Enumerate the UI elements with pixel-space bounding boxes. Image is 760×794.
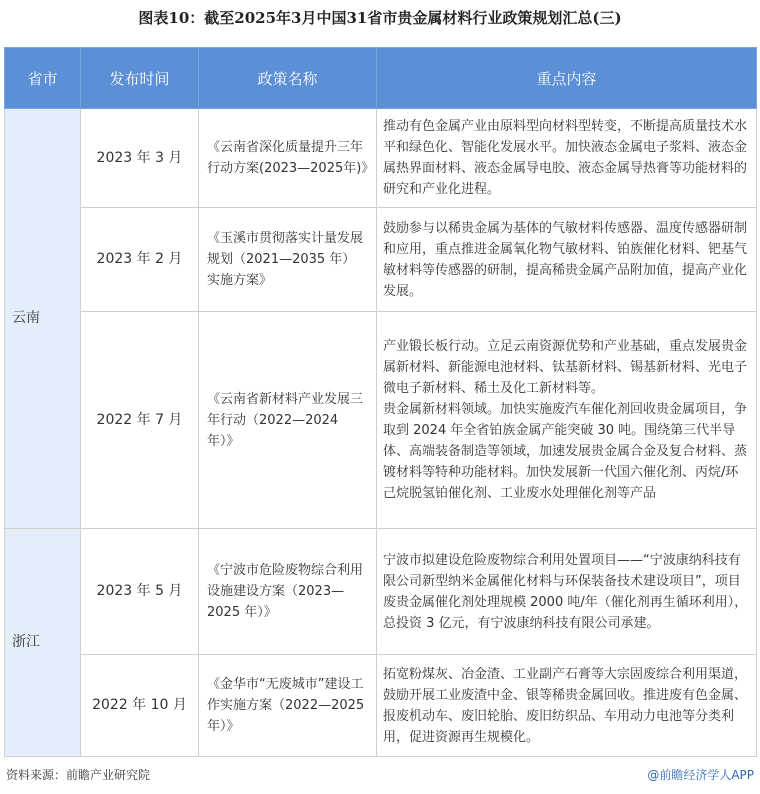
province-cell: 云南 [5,109,81,529]
date-cell: 2022 年 7 月 [81,312,199,529]
table-row [5,529,757,655]
brand-credit [647,766,754,783]
content-paragraph: 推动有色金属产业由原料型向材料型转变，不断提高质量技术水平和绿色化、智能化发展水平。加快液态金属电子浆料、液态金属热界面材料、液态金属导电胶、液态金属导热膏等功能材料的研究和产业化进程。 [383,119,748,197]
content-cell [377,208,757,312]
content-paragraph: 产业锻长板行动。立足云南资源优势和产业基础，重点发展贵金属新材料、新能源电池材料、钛基新材料、锡基新材料、光电子微电子新材料、稀土及化工新材料等。 [383,339,748,396]
content-cell [377,655,757,757]
brand-text: @前瞻经济学人APP [647,768,754,782]
province-cell: 浙江 [5,529,81,757]
header-policy-name: 政策名称 [199,48,377,109]
table-row [5,312,757,529]
policy-name-cell: 《云南省深化质量提升三年行动方案(2023—2025年)》 [199,109,377,208]
policy-name-cell: 《玉溪市贯彻落实计量发展规划（2021—2035 年）实施方案》 [199,208,377,312]
content-paragraph: 鼓励参与以稀贵金属为基体的气敏材料传感器、温度传感器研制和应用，重点推进金属氧化物气敏材料、铂族催化材料、钯基气敏材料等传感器的研制，提高稀贵金属产品附加值，提高产业化发展。 [383,220,748,299]
source-note: 资料来源：前瞻产业研究院 [6,768,151,782]
table-row [5,109,757,208]
page-title: 图表10：截至2025年3月中国31省市贵金属材料行业政策规划汇总(三) [138,9,622,27]
content-paragraph: 宁波市拟建设危险废物综合利用处置项目——“宁波康纳科技有限公司新型纳米金属催化材料与环保装备技术建设项目”，项目废贵金属催化剂处理规模 2000 吨/年（催化剂再生循环利用），总投资 3 亿元，有宁波康纳科技有限公司承建。 [383,552,748,631]
content-paragraph: 拓宽粉煤灰、冶金渣、工业副产石膏等大宗固废综合利用渠道，鼓励开展工业废渣中金、银等稀贵金属回收。推进废有色金属、报废机动车、废旧轮胎、废旧纺织品、车用动力电池等分类利用，促进资源再生规模化。 [383,666,748,745]
table-row [5,208,757,312]
date-cell: 2023 年 3 月 [81,109,199,208]
policy-name-cell: 《宁波市危险废物综合利用设施建设方案（2023—2025 年）》 [199,529,377,655]
policy-table [4,47,757,757]
policy-name-cell: 《云南省新材料产业发展三年行动（2022—2024 年）》 [199,312,377,529]
table-header-row [5,48,757,109]
content-paragraph: 贵金属新材料领域。加快实施废汽车催化剂回收贵金属项目，争取到 2024 年全省铂族金属产能突破 30 吨。围绕第三代半导体、高端装备制造等领域，加速发展贵金属合金及复合材料、蒸镀材料等特种功能材料。加快发展新一代国六催化剂、丙烷/环己烷脱氢铂催化剂、工业废水处理催化剂等产品 [383,402,748,501]
header-date: 发布时间 [81,48,199,109]
header-key-content: 重点内容 [377,48,757,109]
table-row [5,655,757,757]
content-cell [377,312,757,529]
date-cell: 2022 年 10 月 [81,655,199,757]
header-province: 省市 [5,48,81,109]
policy-name-cell: 《金华市“无废城市”建设工作实施方案（2022—2025 年）》 [199,655,377,757]
date-cell: 2023 年 2 月 [81,208,199,312]
date-cell: 2023 年 5 月 [81,529,199,655]
content-cell [377,109,757,208]
content-cell [377,529,757,655]
